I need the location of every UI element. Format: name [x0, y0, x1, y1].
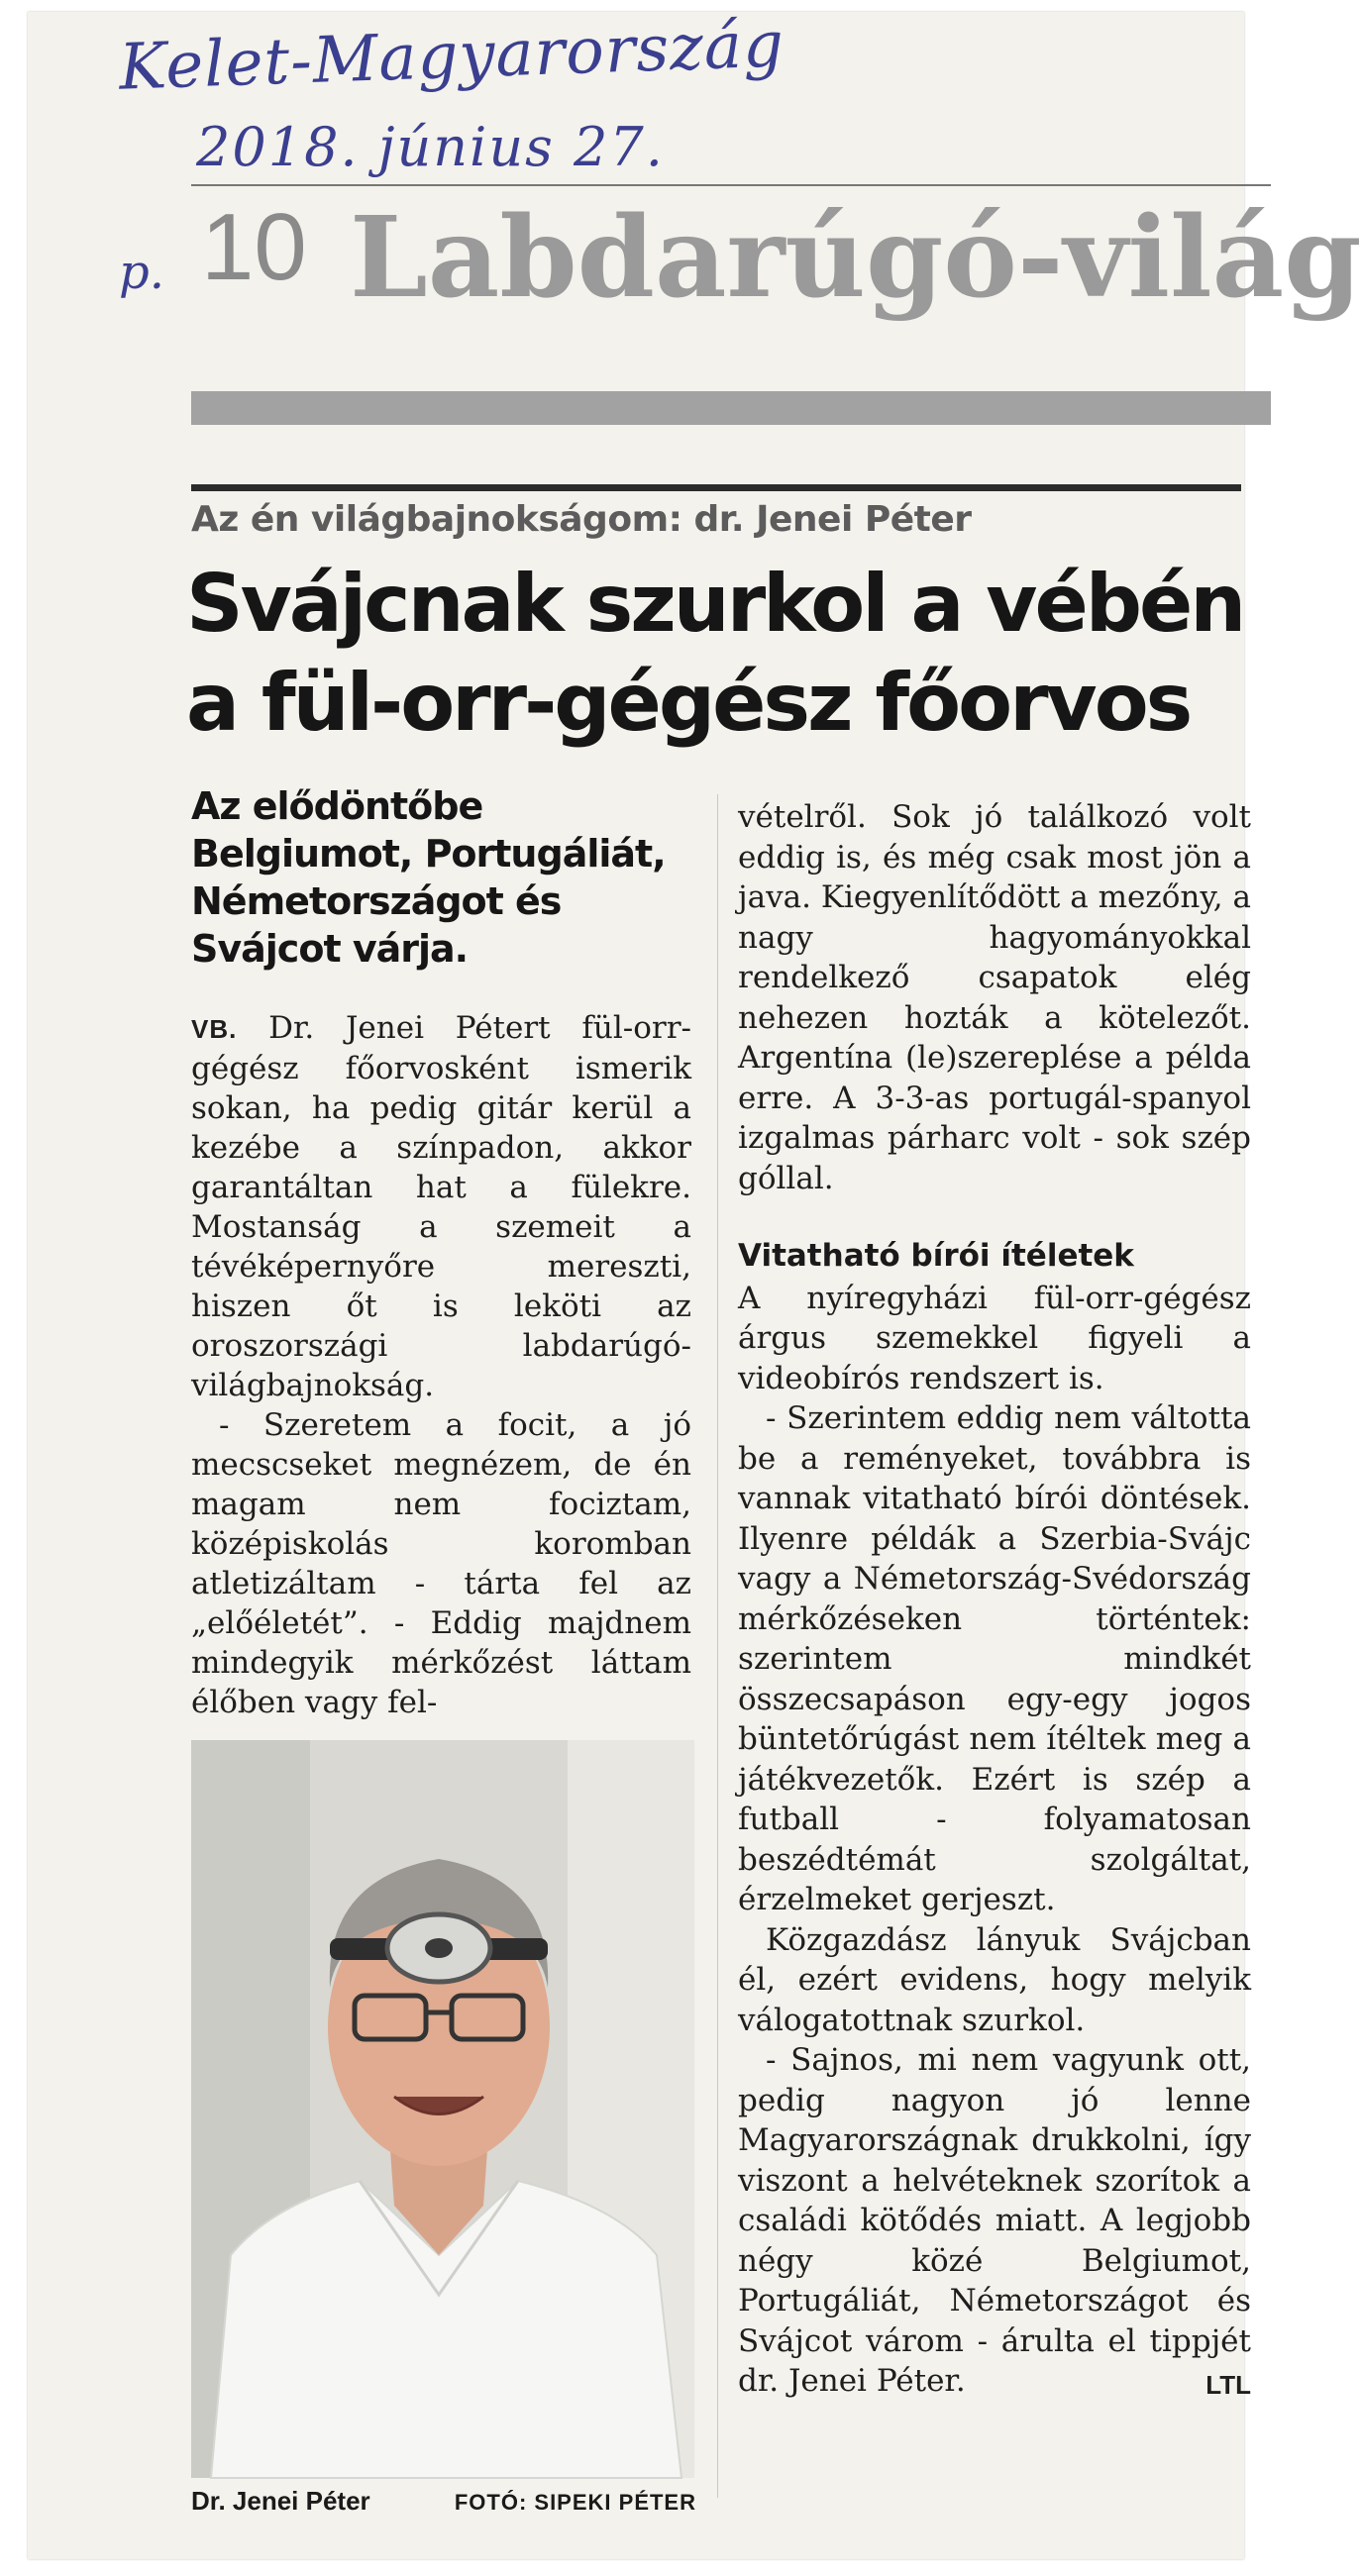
caption-credit: FOTÓ: SIPEKI PÉTER: [454, 2490, 696, 2515]
article-lead: Az elődöntőbe Belgiumot, Portugáliát, Németországot és Svájcot várja.: [191, 784, 666, 971]
portrait-illustration: [191, 1740, 694, 2478]
header-rule: [191, 184, 1271, 186]
article-top-rule: [191, 484, 1241, 491]
author-signature: LTL: [1205, 2370, 1251, 2400]
paragraph: vételről. Sok jó találkozó volt eddig is, és még csak most jön a java. Kiegyenlítődött a mezőny, a nagy hagyományokkal rendelkező csapatok elég nehezen hozták a kötelezőt. Argentína (le)szereplése a példa erre. A 3-3-as portugál-spanyol izgalmas párharc volt - sok szép góllal.: [738, 799, 1251, 1196]
headline-line-2: a fül-orr-gégész főorvos: [186, 657, 1191, 749]
article-kicker: Az én világbajnokságom: dr. Jenei Péter: [191, 499, 972, 540]
handwritten-page-marker: p.: [119, 245, 164, 300]
article-column-left: [191, 1008, 691, 1722]
section-title: Labdarúgó-világ: [350, 193, 1362, 323]
page-number: 10: [201, 194, 307, 300]
caption-name: Dr. Jenei Péter: [191, 2486, 370, 2516]
section-band: [191, 391, 1271, 425]
handwritten-source: Kelet-Magyarország: [117, 8, 786, 105]
photo-caption: [191, 2486, 696, 2517]
handwritten-date: 2018. június 27.: [196, 116, 665, 178]
headline-line-1: Svájcnak szurkol a vébén: [186, 558, 1244, 650]
paragraph: Közgazdász lányuk Svájcban él, ezért evidens, hogy melyik válogatottnak szurkol.: [738, 1921, 1251, 2038]
paragraph: [191, 1008, 691, 1405]
article-column-right: [738, 797, 1251, 2406]
paragraph: [738, 2040, 1251, 2402]
article-headline: [186, 555, 1276, 753]
newspaper-clipping: [28, 8, 1362, 2559]
paragraph: A nyíregyházi fül-orr-gégész árgus szemekkel figyeli a videobírós rendszert is.: [738, 1280, 1251, 1396]
column-divider: [717, 794, 718, 2498]
byline: VB.: [191, 1014, 238, 1044]
paragraph-text: Dr. Jenei Pétert fül-orr-gégész főorvosként ismerik sokan, ha pedig gitár kerül a kezébe a színpadon, akkor garantáltan hat a fülekre. Mostanság a szemeit a tévéképernyőre mereszti, hiszen őt is leköti az oroszországi labdarúgó-világbajnokság.: [191, 1010, 691, 1403]
paragraph: - Szerintem eddig nem váltotta be a reményeket, továbbra is vannak vitatható bírói döntések. Ilyenre példák a Szerbia-Svájc vagy a Németország-Svédország mérkőzéseken történtek: szerintem mindkét összecsapáson egy-egy jogos büntetőrúgást nem ítéltek meg a játékvezetők. Ezért is szép a futball - folyamatosan beszédtémát szolgáltat, érzelmeket gerjeszt.: [738, 1400, 1251, 1917]
paragraph-text: - Sajnos, mi nem vagyunk ott, pedig nagyon jó lenne Magyarországnak drukkolni, így viszont a helvéteknek szorítok a családi kötődés miatt. A legjobb négy közé Belgiumot, Portugáliát, Németországot és Svájcot várom - árulta el tippjét dr. Jenei Péter.: [738, 2042, 1251, 2399]
portrait-photo: [191, 1740, 694, 2478]
paragraph: - Szeretem a focit, a jó mecscseket megnézem, de én magam nem fociztam, középiskolás koromban atletizáltam - tárta fel az „előéletét”. - Eddig majdnem mindegyik mérkőzést láttam élőben vagy fel-: [191, 1407, 691, 1720]
article-subhead: Vitatható bírói ítéletek: [738, 1238, 1134, 1274]
